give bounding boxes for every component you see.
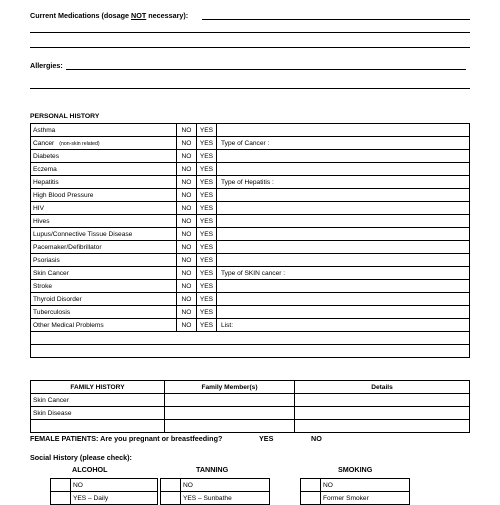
condition-detail-cell[interactable] [217,306,470,319]
family-row-label [31,420,165,433]
allergies-line-1[interactable] [66,69,466,70]
details-header: Details [295,381,470,394]
condition-name: Hepatitis [33,178,59,186]
tanning-options [160,478,270,505]
personal-history-row [31,150,470,163]
family-member-header: Family Member(s) [165,381,295,394]
condition-name: Cancer [33,139,55,147]
yes-checkbox[interactable]: YES [197,241,217,254]
condition-name: HIV [33,204,44,212]
condition-detail-cell[interactable] [217,241,470,254]
condition-detail-cell[interactable] [217,150,470,163]
condition-cell [31,228,177,241]
smoking-heading: SMOKING [338,465,373,474]
personal-history-row [31,319,470,332]
condition-detail-cell[interactable] [217,267,470,280]
condition-name: High Blood Pressure [33,191,94,199]
alcohol-heading: ALCOHOL [72,465,108,474]
yes-checkbox[interactable]: YES [197,319,217,332]
yes-checkbox[interactable]: YES [197,280,217,293]
alcohol-checkbox[interactable] [51,479,71,492]
yes-checkbox[interactable]: YES [197,124,217,137]
tanning-heading: TANNING [196,465,229,474]
female-yes-option[interactable]: YES [259,434,274,443]
personal-history-title: PERSONAL HISTORY [30,113,100,120]
smoking-checkbox[interactable] [301,492,321,505]
personal-history-row [31,280,470,293]
condition-cell [31,137,177,150]
condition-name: Skin Cancer [33,269,69,277]
no-checkbox[interactable]: NO [177,280,197,293]
no-checkbox[interactable]: NO [177,176,197,189]
personal-history-row [31,228,470,241]
condition-name: Pacemaker/Defibrillator [33,243,102,251]
condition-detail-cell[interactable] [217,189,470,202]
condition-detail-cell[interactable] [217,215,470,228]
tanning-option-no: NO [181,479,270,492]
tanning-checkbox[interactable] [161,492,181,505]
personal-history-row [31,189,470,202]
yes-checkbox[interactable]: YES [197,228,217,241]
no-checkbox[interactable]: NO [177,202,197,215]
family-member-cell[interactable] [165,394,295,407]
no-checkbox[interactable]: NO [177,241,197,254]
yes-checkbox[interactable]: YES [197,137,217,150]
personal-history-row [31,215,470,228]
medications-label: Current Medications (dosage NOT necessary): [30,11,189,20]
yes-checkbox[interactable]: YES [197,293,217,306]
yes-checkbox[interactable]: YES [197,215,217,228]
condition-detail-cell[interactable] [217,163,470,176]
condition-note: (non-skin related) [59,140,100,147]
condition-cell [31,189,177,202]
no-checkbox[interactable]: NO [177,137,197,150]
female-patients-question: FEMALE PATIENTS: Are you pregnant or breastfeeding? [30,434,223,443]
family-row-label: Skin Cancer [31,394,165,407]
condition-detail-label: Type of Hepatitis : [221,178,274,186]
condition-detail-cell[interactable] [217,137,470,150]
yes-checkbox[interactable]: YES [197,306,217,319]
medications-line-3[interactable] [30,47,470,48]
personal-history-row [31,202,470,215]
yes-checkbox[interactable]: YES [197,163,217,176]
condition-cell [31,267,177,280]
no-checkbox[interactable]: NO [177,306,197,319]
smoking-checkbox[interactable] [301,479,321,492]
tanning-checkbox[interactable] [161,479,181,492]
medications-line-2[interactable] [30,32,470,33]
family-history-table [30,380,470,433]
alcohol-option-daily: YES – Daily [71,492,158,505]
condition-detail-label: Type of SKIN cancer : [221,269,286,277]
condition-detail-cell[interactable] [217,280,470,293]
no-checkbox[interactable]: NO [177,124,197,137]
condition-cell [31,150,177,163]
condition-detail-label: List: [221,321,234,329]
family-member-cell[interactable] [165,407,295,420]
condition-name: Diabetes [33,152,60,160]
condition-detail-cell[interactable] [217,202,470,215]
condition-cell [31,280,177,293]
personal-history-row [31,124,470,137]
condition-cell [31,176,177,189]
personal-history-row [31,176,470,189]
no-checkbox[interactable]: NO [177,163,197,176]
personal-history-row [31,241,470,254]
personal-history-row [31,254,470,267]
alcohol-option-no: NO [71,479,158,492]
blank-row [31,332,470,345]
condition-detail-label: Type of Cancer : [221,139,270,147]
condition-name: Hives [33,217,50,225]
allergies-label: Allergies: [30,61,63,70]
condition-name: Other Medical Problems [33,321,104,329]
female-no-option[interactable]: NO [311,434,322,443]
condition-name: Asthma [33,126,56,134]
condition-cell [31,215,177,228]
family-details-cell[interactable] [295,407,470,420]
condition-cell [31,319,177,332]
family-row-label: Skin Disease [31,407,165,420]
family-history-header: FAMILY HISTORY [31,381,165,394]
yes-checkbox[interactable]: YES [197,189,217,202]
condition-name: Tuberculosis [33,308,71,316]
condition-cell [31,163,177,176]
yes-checkbox[interactable]: YES [197,202,217,215]
condition-cell [31,124,177,137]
condition-detail-cell[interactable] [217,319,470,332]
no-checkbox[interactable]: NO [177,293,197,306]
medications-line-1[interactable] [202,19,470,20]
yes-checkbox[interactable]: YES [197,176,217,189]
allergies-line-2[interactable] [30,88,470,89]
condition-cell [31,254,177,267]
personal-history-row [31,293,470,306]
blank-entry-cell[interactable] [31,345,470,358]
no-checkbox[interactable]: NO [177,150,197,163]
no-checkbox[interactable]: NO [177,267,197,280]
blank-entry-cell[interactable] [31,332,470,345]
yes-checkbox[interactable]: YES [197,254,217,267]
condition-name: Stroke [33,282,53,290]
condition-name: Psoriasis [33,256,60,264]
condition-name: Eczema [33,165,57,173]
alcohol-options [50,478,158,505]
condition-cell [31,202,177,215]
tanning-option-sunbathe: YES – Sunbathe [181,492,270,505]
social-history-title: Social History (please check): [30,453,132,462]
condition-cell [31,241,177,254]
smoking-option-no: NO [321,479,410,492]
no-checkbox[interactable]: NO [177,228,197,241]
personal-history-table [30,123,470,358]
yes-checkbox[interactable]: YES [197,150,217,163]
condition-cell [31,293,177,306]
personal-history-row [31,137,470,150]
family-details-cell[interactable] [295,394,470,407]
condition-name: Thyroid Disorder [33,295,82,303]
personal-history-row [31,267,470,280]
no-checkbox[interactable]: NO [177,254,197,267]
no-checkbox[interactable]: NO [177,215,197,228]
condition-detail-cell[interactable] [217,254,470,267]
no-checkbox[interactable]: NO [177,189,197,202]
personal-history-row [31,306,470,319]
condition-detail-cell[interactable] [217,228,470,241]
condition-detail-cell[interactable] [217,124,470,137]
family-member-cell[interactable] [165,420,295,433]
condition-detail-cell[interactable] [217,293,470,306]
condition-cell [31,306,177,319]
personal-history-row [31,163,470,176]
blank-row [31,345,470,358]
alcohol-checkbox[interactable] [51,492,71,505]
condition-detail-cell[interactable] [217,176,470,189]
condition-name: Lupus/Connective Tissue Disease [33,230,133,238]
no-checkbox[interactable]: NO [177,319,197,332]
smoking-options [300,478,410,505]
smoking-option-former: Former Smoker [321,492,410,505]
family-details-cell[interactable] [295,420,470,433]
yes-checkbox[interactable]: YES [197,267,217,280]
